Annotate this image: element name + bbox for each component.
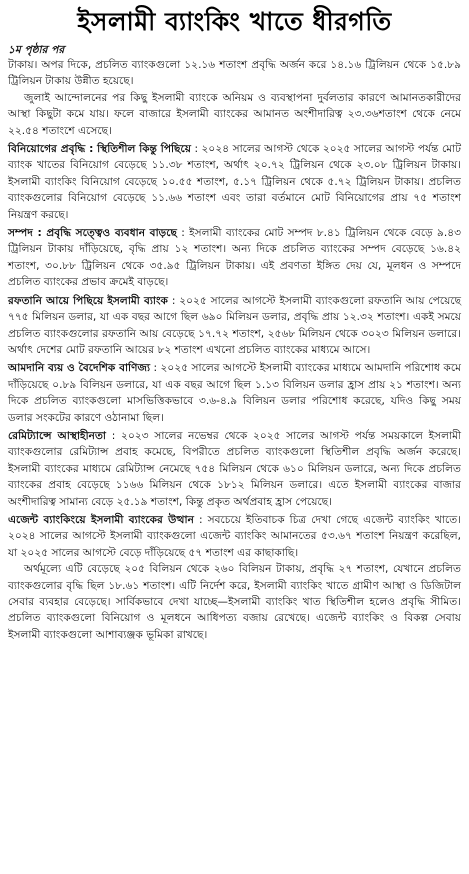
section-body: : ২০২৫ সালের আগস্টে ইসলামী ব্যাংকগুলো রফতানি আয় পেয়েছে ৭৭৫ মিলিয়ন ডলার, যা এক বছর আগে ছিল ৬৯০ মিলিয়ন ডলার, প্রবৃদ্ধি প্রায় ১২.৩২ শতাংশ। একই সময়ে প্রচলিত ব্যাংকগুলোর রফতানি আয় বেড়েছে ১৭.৭২ শতাংশ, ২৫৬৮ মিলিয়ন থেকে ৩০২৩ মিলিয়ন ডলারে। অর্থাৎ দেশের মোট রফতানি আয়ের ৮২ শতাংশ এখনো প্রচলিত ব্যাংকের মাধ্যমে আসে।	[8, 294, 462, 356]
section	[8, 225, 461, 291]
section-heading: রেমিট্যান্সে আস্থাহীনতা	[8, 429, 106, 442]
section-heading: আমদানি ব্যয় ও বৈদেশিক বাণিজ্য	[8, 362, 151, 375]
section	[8, 512, 461, 643]
section-heading: বিনিয়োগের প্রবৃদ্ধি : স্থিতিশীল কিন্তু পিছিয়ে	[8, 143, 191, 156]
section-heading: রফতানি আয়ে পিছিয়ে ইসলামী ব্যাংক	[8, 294, 168, 307]
section-heading: এজেন্ট ব্যাংকিংয়ে ইসলামী ব্যাংকের উত্থান	[8, 513, 194, 526]
section-paragraph	[8, 141, 461, 223]
jump-label: ১ম পৃষ্ঠার পর	[8, 44, 65, 56]
section-body: : ইসলামী ব্যাংকের মোট সম্পদ ৮.৪১ ট্রিলিয়ন থেকে বেড়ে ৯.৪৩ ট্রিলিয়ন টাকায় দাঁড়িয়েছে, বৃদ্ধি প্রায় ১২ শতাংশ। অন্য দিকে প্রচলিত ব্যাংকের সম্পদ বেড়েছে ১৬.৪২ শতাংশ, ৩০.৮৮ ট্রিলিয়ন থেকে ৩৫.৯৫ ট্রিলিয়ন টাকায়। এই প্রবণতা ইঙ্গিত দেয় যে, মূলধন ও সম্পদে প্রচলিত ব্যাংকের প্রভাব ক্রমেই বাড়ছে।	[8, 227, 462, 289]
intro-paragraph: টাকায়। অপর দিকে, প্রচলিত ব্যাংকগুলো ১২.১৬ শতাংশ প্রবৃদ্ধি অর্জন করে ১৪.১৬ ট্রিলিয়ন থেকে ১৫.৮৯ ট্রিলিয়ন টাকায় উন্নীত হয়েছে।	[8, 59, 461, 88]
section-paragraph	[8, 428, 461, 510]
section-heading: সম্পদ : প্রবৃদ্ধি সত্ত্বেও ব্যবধান বাড়ছে	[8, 227, 177, 240]
intro-paragraph: জুলাই আন্দোলনের পর কিছু ইসলামী ব্যাংকে অনিয়ম ও ব্যবস্থাপনা দুর্বলতার কারণে আমানতকারীদের আস্থা কিছুটা কমে যায়। ফলে বাজারে ইসলামী ব্যাংকের আমানত অংশীদারিত্ব ২৩.৩৬শতাংশ থেকে নেমে ২২.৫৪ শতাংশে এসেছে।	[8, 91, 461, 137]
section-body: : ২০২৫ সালের আগস্টে ইসলামী ব্যাংকের মাধ্যমে আমদানি পরিশোধ কমে দাঁড়িয়েছে ০.৮৯ বিলিয়ন ডলারে, যা এক বছর আগে ছিল ১.১৩ বিলিয়ন ডলার হ্রাস প্রায় ২১ শতাংশ। অন্য দিকে প্রচলিত ব্যাংকগুলো মাসভিত্তিকভাবে ৩.৬-৪.৯ বিলিয়ন ডলার পরিশোধ করেছে, যদিও কিছু সময় ডলার সংকটের কারণে ওঠানামা ছিল।	[8, 362, 461, 424]
section-paragraph	[8, 360, 461, 426]
section-paragraph	[8, 512, 461, 561]
section-paragraph	[8, 293, 461, 359]
section-paragraph: অর্থমূল্যে এটি বেড়েছে ২০৫ বিলিয়ন থেকে ২৬০ বিলিয়ন টাকায়, প্রবৃদ্ধি ২৭ শতাংশ, যেখানে প্রচলিত ব্যাংকগুলোর বৃদ্ধি ছিল ১৮.৬১ শতাংশ। এটি নির্দেশ করে, ইসলামী ব্যাংকিং খাতে গ্রামীণ আস্থা ও ডিজিটাল সেবার ব্যবহার বেড়েছে। সার্বিকভাবে দেখা যাচ্ছে—ইসলামী ব্যাংকিং খাত স্থিতিশীল হলেও প্রবৃদ্ধি সীমিত। প্রচলিত ব্যাংকগুলো বিনিয়োগ ও মূলধনে আধিপত্য বজায় রেখেছে। এজেন্ট ব্যাংকিং ও বিকল্প সেবায় ইসলামী ব্যাংকগুলো আশাব্যঞ্জক ভূমিকা রাখছে।	[8, 563, 461, 641]
section-body: : ২০২৪ সালের আগস্ট থেকে ২০২৫ সালের আগস্ট পর্যন্ত মোট ব্যাংক খাতের বিনিয়োগ বেড়েছে ১১.৩৮ শতাংশ, অর্থাৎ ২০.৭২ ট্রিলিয়ন থেকে ২৩.০৮ ট্রিলিয়ন টাকায়। ইসলামী ব্যাংকিং বিনিয়োগ বেড়েছে ১০.৫৫ শতাংশ, ৫.১৭ ট্রিলিয়ন থেকে ৫.৭২ ট্রিলিয়ন টাকায়। প্রচলিত ব্যাংকগুলোর বিনিয়োগ বেড়েছে ১১.৬৬ শতাংশ এবং তারা বর্তমানে মোট বিনিয়োগের প্রায় ৭৫ শতাংশ নিয়ন্ত্রণ করছে।	[8, 143, 461, 221]
section-body: : সবচেয়ে ইতিবাচক চিত্র দেখা গেছে এজেন্ট ব্যাংকিং খাতে। ২০২৪ সালের আগস্টে ইসলামী ব্যাংকগুলো এজেন্ট ব্যাংকিং আমানতের ৫৩.৬৭ শতাংশ নিয়ন্ত্রণ করেছিল, যা ২০২৫ সালের আগস্টে বেড়ে দাঁড়িয়েছে ৫৭ শতাংশ এর কাছাকাছি।	[8, 513, 461, 559]
headline: ইসলামী ব্যাংকিং খাতে ধীরগতি	[77, 7, 392, 36]
section	[8, 428, 461, 510]
section-body: : ২০২৩ সালের নভেম্বর থেকে ২০২৫ সালের আগস্ট পর্যন্ত সময়কালে ইসলামী ব্যাংকগুলোর রেমিট্যান্স প্রবাহ কমেছে, বিপরীতে প্রচলিত ব্যাংকগুলো স্থিতিশীল প্রবৃদ্ধি অর্জন করেছে। ইসলামী ব্যাংকের মাধ্যমে রেমিট্যান্স নেমেছে ৭৫৪ মিলিয়ন থেকে ৬১০ মিলিয়ন ডলারে, অন্য দিকে প্রচলিত ব্যাংকের প্রবাহ বেড়েছে ১১৬৬ মিলিয়ন থেকে ১৮১২ মিলিয়ন ডলারে। এতে ইসলামী ব্যাংকের বাজার অংশীদারিত্ব সামান্য বেড়ে ২৫.১৯ শতাংশ, কিন্তু প্রকৃত অর্থপ্রবাহ হ্রাস পেয়েছে।	[8, 429, 461, 508]
section-paragraph	[8, 225, 461, 291]
section	[8, 141, 461, 223]
section	[8, 293, 461, 359]
section	[8, 360, 461, 426]
